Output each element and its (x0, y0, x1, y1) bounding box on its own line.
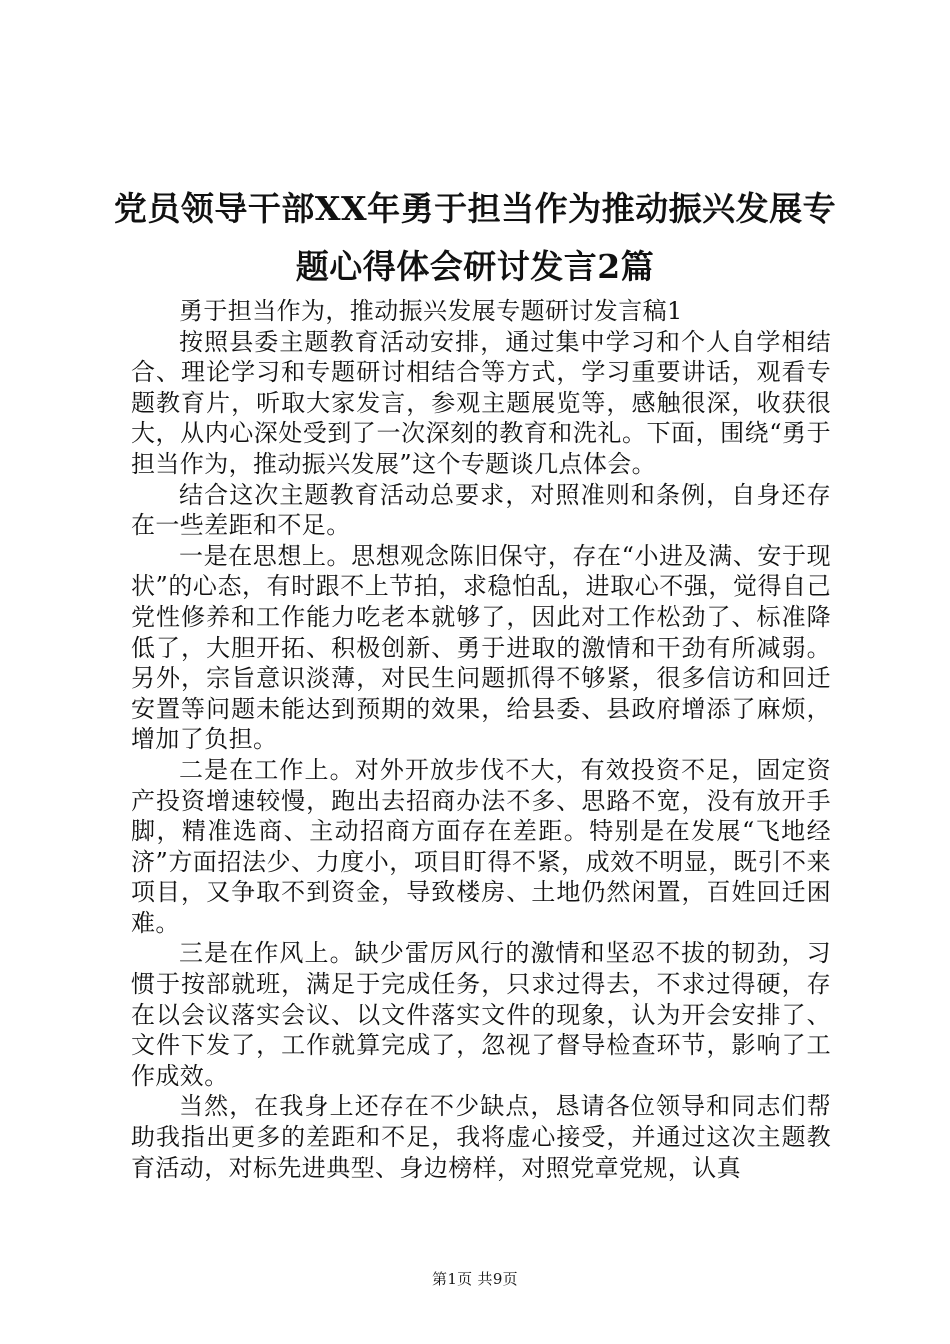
paragraph-style: 三是在作风上。缺少雷厉风行的激情和坚忍不拔的韧劲，习惯于按部就班，满足于完成任务，只求过得去，不求过得硬，存在以会议落实会议、以文件落实文件的现象，认为开会安排了、文件下发了，工作就算完成了，忽视了督导检查环节，影响了工作成效。 (131, 939, 831, 1090)
document-body (131, 296, 831, 1183)
document-title: 党员领导干部XX年勇于担当作为推动振兴发展专题心得体会研讨发言2篇 (113, 189, 837, 286)
page-footer: 第1页 共9页 (432, 1270, 518, 1288)
paragraph-thinking: 一是在思想上。思想观念陈旧保守，存在“小进及满、安于现状”的心态，有时跟不上节拍，求稳怕乱，进取心不强，觉得自己党性修养和工作能力吃老本就够了，因此对工作松劲了、标准降低了，大胆开拓、积极创新、勇于进取的激情和干劲有所减弱。另外，宗旨意识淡薄，对民生问题抓得不够紧，很多信访和回迁安置等问题未能达到预期的效果，给县委、县政府增添了麻烦，增加了负担。 (131, 541, 831, 754)
paragraph-summary: 结合这次主题教育活动总要求，对照准则和条例，自身还存在一些差距和不足。 (131, 480, 831, 540)
paragraph-subtitle: 勇于担当作为，推动振兴发展专题研讨发言稿1 (179, 297, 683, 325)
paragraph-conclusion: 当然，在我身上还存在不少缺点，恳请各位领导和同志们帮助我指出更多的差距和不足，我将虚心接受，并通过这次主题教育活动，对标先进典型、身边榜样，对照党章党规，认真 (131, 1092, 831, 1182)
paragraph-intro: 按照县委主题教育活动安排，通过集中学习和个人自学相结合、理论学习和专题研讨相结合等方式，学习重要讲话，观看专题教育片，听取大家发言，参观主题展览等，感触很深，收获很大，从内心深处受到了一次深刻的教育和洗礼。下面，围绕“勇于担当作为，推动振兴发展”这个专题谈几点体会。 (131, 327, 831, 478)
paragraph-work: 二是在工作上。对外开放步伐不大，有效投资不足，固定资产投资增速较慢，跑出去招商办法不多、思路不宽，没有放开手脚，精准选商、主动招商方面存在差距。特别是在发展“飞地经济”方面招法少、力度小，项目盯得不紧，成效不明显，既引不来项目，又争取不到资金，导致楼房、土地仍然闲置，百姓回迁困难。 (131, 755, 831, 937)
